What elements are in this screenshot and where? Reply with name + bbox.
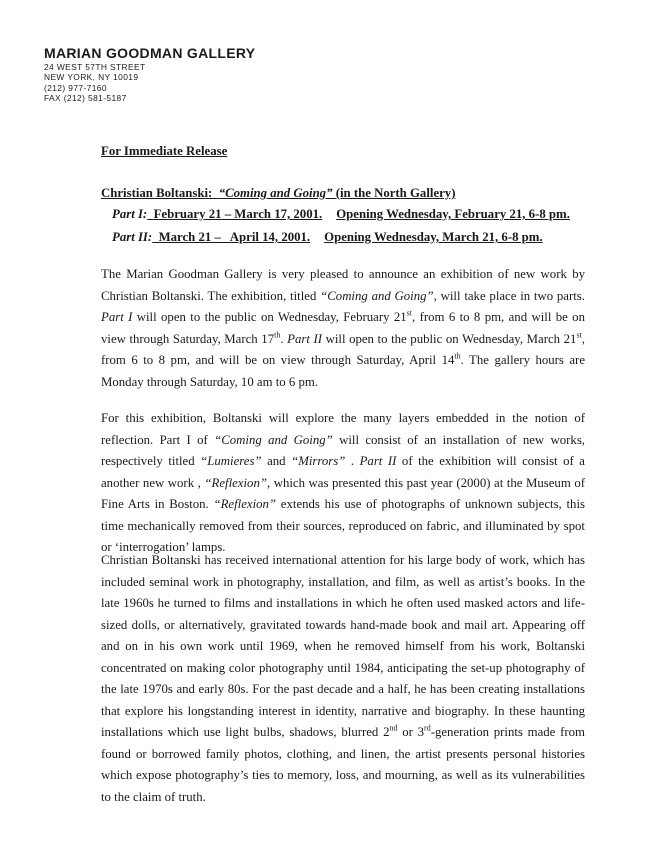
p1-sup-3: st [576, 330, 582, 340]
part-1-opening: Opening Wednesday, February 21, 6-8 pm. [336, 207, 570, 221]
p2-text-a: For this exhibition, Boltanski will explore the many layers embedded in the notion of reflection. Part I of [101, 411, 585, 447]
address-city: NEW YORK, NY 10019 [44, 72, 139, 83]
headline [101, 186, 585, 201]
part-1-label: Part I: [112, 207, 148, 221]
p2-work-mirrors: “Mirrors” [291, 454, 346, 468]
p2-exhibition-title: “Coming and Going” [214, 432, 333, 447]
p1-part-2: Part II [287, 331, 322, 346]
p3-text-b: or 3 [397, 725, 425, 739]
p1-text-b: , will take place in two parts. [433, 288, 585, 303]
p1-text-c: will open to the public on Wednesday, February 21 [132, 310, 407, 324]
p2-work-reflexion: “Reflexion” [204, 475, 267, 490]
p3-text-c: -generation prints made from found or borrowed family photos, clothing, and linen, the artist presents personal histories which expose photography’s ties to memory, loss, and mourning, as well as its vulnerabilities to the claim of truth. [101, 725, 585, 804]
gallery-name: MARIAN GOODMAN GALLERY [44, 45, 256, 61]
address-street: 24 WEST 57TH STREET [44, 62, 146, 72]
p1-sup-2: th [274, 330, 281, 340]
part-2-line [112, 230, 543, 245]
address-fax: FAX (212) 581-5187 [44, 92, 127, 103]
part-1-line [112, 207, 570, 222]
p2-work-reflexion-2: “Reflexion” [213, 497, 277, 511]
paragraph-announcement [101, 264, 585, 393]
release-label: For Immediate Release [101, 144, 228, 158]
headline-artist: Christian Boltanski: [101, 186, 213, 200]
p1-text-g: , from 6 to 8 pm, and will be on view through Saturday, April 14 [101, 331, 585, 367]
p2-text-g: extends his use of photographs of unknown subjects, this time mechanically removed from their sources, reproduced on fabric, and illuminated by spot or ‘interrogation’ lamps. [101, 497, 585, 554]
paragraph-biography [101, 550, 585, 808]
p2-work-lumieres: “Lumieres” [200, 454, 262, 468]
p2-text-b: will consist of an installation of new works, respectively titled [101, 432, 585, 468]
p2-text-e: of the exhibition will consist of a another new work , [101, 454, 585, 490]
p1-text-f: will open to the public on Wednesday, March 21 [322, 331, 577, 346]
p3-sup-2: rd [424, 723, 431, 733]
p3-text-a: Christian Boltanski has received international attention for his large body of work, which has included seminal work in photography, installation, and film, as well as artist’s books. In the late 1960s he turned to films and installations in which he often used masked actors and life-sized dolls, or alternatively, gravitated towards hand-made book and mail art. Appearing off and on in his own work until 1969, when he removed himself from his work, Boltanski concentrated on making color photography until 1984, anticipating the set-up photography of the late 1970s and early 80s. For the past decade and a half, he has been creating installations that explore his longstanding interest in identity, narrative and biography. In these haunting installations which use light bulbs, shadows, blurred 2 [101, 553, 585, 739]
p3-sup-1: nd [389, 723, 398, 733]
p1-text-e: . [280, 331, 288, 346]
part-2-label: Part II: [112, 230, 153, 244]
headline-title: “Coming and Going” [218, 186, 333, 200]
paragraph-exhibition [101, 408, 585, 559]
p1-exhibition-title: “Coming and Going” [320, 288, 434, 303]
p2-part-2: Part II [359, 454, 397, 468]
p1-text-h: . The gallery hours are Monday through Saturday, 10 am to 6 pm. [101, 353, 585, 389]
headline-location: (in the North Gallery) [335, 186, 456, 200]
p2-text-f: , which was presented this past year (2000) at the Museum of Fine Arts in Boston. [101, 475, 585, 511]
p1-text-d: , from 6 to 8 pm, and will be on view through Saturday, March 17 [101, 310, 585, 346]
part-2-opening: Opening Wednesday, March 21, 6-8 pm. [324, 230, 543, 244]
p1-part-1: Part I [101, 310, 133, 324]
address-phone: (212) 977-7160 [44, 82, 107, 93]
p1-sup-4: th [454, 351, 461, 361]
part-1-dates: February 21 – March 17, 2001. [153, 207, 323, 221]
letterhead [44, 45, 255, 103]
part-2-dates: March 21 – April 14, 2001. [158, 230, 311, 244]
p2-text-c: and [261, 454, 292, 468]
p1-sup-1: st [406, 308, 413, 318]
p2-text-d: . [345, 454, 360, 468]
p1-text-a: The Marian Goodman Gallery is very pleased to announce an exhibition of new work by Christian Boltanski. The exhibition, titled [101, 267, 585, 303]
